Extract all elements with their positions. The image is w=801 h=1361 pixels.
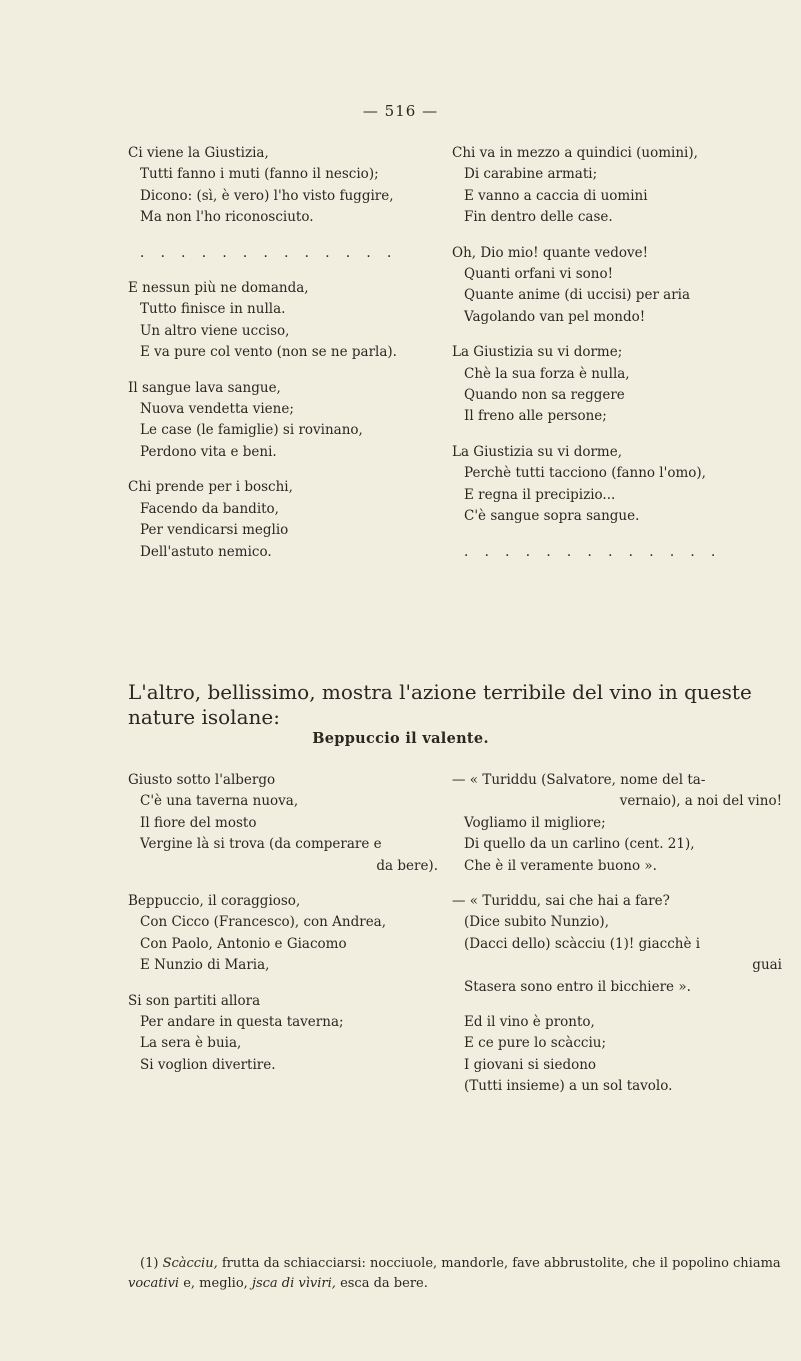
verse-line: E va pure col vento (non se ne parla). <box>140 344 397 361</box>
verse-line: Il fiore del mosto <box>140 814 257 831</box>
top-left-column <box>128 143 448 563</box>
verse-line: Ci viene la Giustizia, <box>128 145 269 161</box>
verse-line: Tutti fanno i muti (fanno il nescio); <box>140 166 379 183</box>
stanza <box>452 770 782 877</box>
verse-line: Con Cicco (Francesco), con Andrea, <box>140 914 387 931</box>
verse-line: Perdono vita e beni. <box>140 443 277 460</box>
footnote-text: esca da bere. <box>335 1276 428 1291</box>
verse-line: Dicono: (sì, è vero) l'ho visto fuggire, <box>140 187 394 204</box>
verse-line: Chi va in mezzo a quindici (uomini), <box>452 145 698 161</box>
footnote-term: Scàcciu, <box>162 1256 218 1271</box>
bottom-right-column <box>452 770 782 1098</box>
stanza <box>128 891 438 977</box>
verse-line-continuation: vernaio), a noi del vino! <box>619 793 782 810</box>
verse-line: Per vendicarsi meglio <box>140 522 289 539</box>
verse-line: Si son partiti allora <box>128 992 261 1009</box>
verse-line: Ma non l'ho riconosciuto. <box>140 209 314 226</box>
verse-line: Di quello da un carlino (cent. 21), <box>464 836 695 853</box>
verse-line: Stasera sono entro il bicchiere ». <box>464 978 691 995</box>
verse-line: Di carabine armati; <box>464 166 598 183</box>
verse-line: Beppuccio, il coraggioso, <box>128 893 301 910</box>
verse-line: Nuova vendetta viene; <box>140 401 294 418</box>
verse-line: — « Turiddu, sai che hai a fare? <box>452 893 670 910</box>
verse-line: Chè la sua forza è nulla, <box>464 365 630 382</box>
verse-line: — « Turiddu (Salvatore, nome del ta- <box>452 772 706 788</box>
stanza <box>128 991 438 1077</box>
verse-line: Vogliamo il migliore; <box>464 814 606 831</box>
stanza <box>452 243 792 329</box>
verse-line: La Giustizia su vi dorme; <box>452 344 623 361</box>
verse-line: Un altro viene ucciso, <box>140 322 290 339</box>
poem-title: Beppuccio il valente. <box>312 730 489 747</box>
verse-line: Dell'astuto nemico. <box>140 543 272 560</box>
verse-line-continuation: guai <box>752 957 782 974</box>
stanza <box>452 442 792 528</box>
stanza <box>128 378 448 464</box>
verse-line: Quando non sa reggere <box>464 387 625 404</box>
verse-line: (Dice subito Nunzio), <box>464 914 609 931</box>
stanza <box>452 891 782 998</box>
stanza <box>452 143 792 229</box>
stanza <box>452 342 792 428</box>
verse-line: Il sangue lava sangue, <box>128 379 281 396</box>
verse-line: E Nunzio di Maria, <box>140 957 270 974</box>
verse-line: (Dacci dello) scàcciu (1)! giacchè i <box>464 935 701 952</box>
verse-line: Facendo da bandito, <box>140 500 279 517</box>
verse-line: Le case (le famiglie) si rovinano, <box>140 422 363 439</box>
stanza <box>452 1012 782 1098</box>
verse-line: Vagolando van pel mondo! <box>464 308 646 325</box>
ellipsis-dots: . . . . . . . . . . . . . <box>464 543 722 560</box>
verse-line: Per andare in questa taverna; <box>140 1014 344 1031</box>
verse-line-continuation: da bere). <box>376 857 438 874</box>
stanza <box>128 477 448 563</box>
stanza <box>128 278 448 364</box>
verse-line: I giovani si siedono <box>464 1056 597 1073</box>
verse-line: C'è sangue sopra sangue. <box>464 508 640 525</box>
verse-line: Quante anime (di uccisi) per aria <box>464 287 691 304</box>
verse-line: C'è una taverna nuova, <box>140 793 299 810</box>
verse-line: Perchè tutti tacciono (fanno l'omo), <box>464 465 706 482</box>
verse-line: Con Paolo, Antonio e Giacomo <box>140 935 347 952</box>
verse-line: Tutto finisce in nulla. <box>140 301 286 318</box>
page-number: — 516 — <box>362 102 439 120</box>
verse-line: Quanti orfani vi sono! <box>464 266 614 283</box>
verse-line: Il freno alle persone; <box>464 408 607 425</box>
bottom-left-column <box>128 770 438 1076</box>
footnote-term: jsca di vìviri, <box>251 1276 336 1291</box>
ellipsis-row <box>128 243 448 264</box>
prose-paragraph: L'altro, bellissimo, mostra l'azione terribile del vino in queste nature isolane: <box>128 680 752 729</box>
verse-line: Oh, Dio mio! quante vedove! <box>452 244 649 261</box>
footnote-term: vocativi <box>128 1276 180 1291</box>
footnote-text: frutta da schiacciarsi: nocciuole, mandorle, fave abbrustolite, che il popolino chiama <box>217 1256 781 1271</box>
verse-line: Vergine là si trova (da comperare e <box>140 836 382 853</box>
verse-line: E vanno a caccia di uomini <box>464 187 648 204</box>
verse-line: Giusto sotto l'albergo <box>128 772 276 788</box>
verse-line: Che è il veramente buono ». <box>464 857 657 874</box>
verse-line: Chi prende per i boschi, <box>128 479 293 496</box>
top-right-column <box>452 143 792 563</box>
verse-line: (Tutti insieme) a un sol tavolo. <box>464 1078 673 1095</box>
verse-line: E ce pure lo scàcciu; <box>464 1035 607 1052</box>
verse-line: E regna il precipizio... <box>464 486 616 503</box>
ellipsis-row <box>452 542 792 563</box>
footnote-text: e, meglio, <box>179 1276 252 1291</box>
stanza <box>128 143 448 229</box>
ellipsis-dots: . . . . . . . . . . . . . <box>140 244 398 261</box>
verse-line: Ed il vino è pronto, <box>464 1014 595 1031</box>
verse-line: Si voglion divertire. <box>140 1056 276 1073</box>
verse-line: La sera è buia, <box>140 1035 242 1052</box>
verse-line: La Giustizia su vi dorme, <box>452 443 622 460</box>
verse-line: Fin dentro delle case. <box>464 209 613 226</box>
footnote <box>128 1254 788 1294</box>
footnote-mark: (1) <box>140 1256 159 1271</box>
verse-line: E nessun più ne domanda, <box>128 280 309 297</box>
stanza <box>128 770 438 877</box>
